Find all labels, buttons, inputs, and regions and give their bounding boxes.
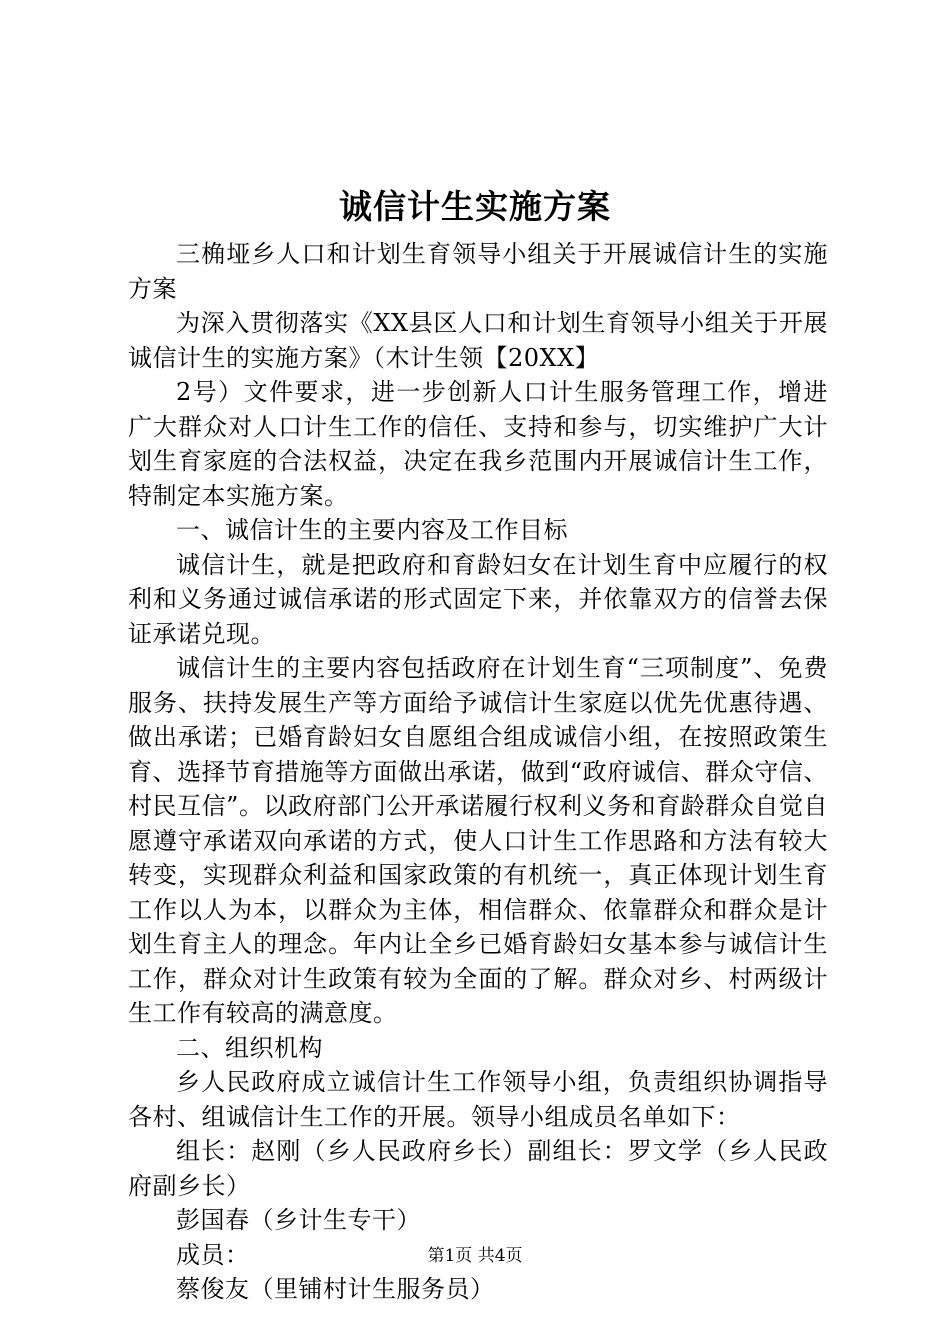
paragraph-leaders: 组长：赵刚（乡人民政府乡长）副组长：罗文学（乡人民政府副乡长）: [128, 1137, 828, 1200]
paragraph-definition: 诚信计生，就是把政府和育龄妇女在计划生育中应履行的权利和义务通过诚信承诺的形式固定下来，并依靠双方的信誉去保证承诺兑现。: [128, 550, 828, 648]
page-number-footer: 第1页 共4页: [427, 1246, 523, 1266]
section-heading-1: 一、诚信计生的主要内容及工作目标: [176, 516, 568, 544]
paragraph-organization: 乡人民政府成立诚信计生工作领导小组，负责组织协调指导各村、组诚信计生工作的开展。领导小组成员名单如下：: [128, 1068, 828, 1131]
document-title: 诚信计生实施方案: [339, 187, 611, 226]
paragraph-heading-line: 三桷垭乡人口和计划生育领导小组关于开展诚信计生的实施方案: [128, 240, 828, 303]
section-heading-2: 二、组织机构: [176, 1033, 323, 1062]
paragraph-member-2: 蔡俊友（里铺村计生服务员）: [176, 1275, 495, 1303]
paragraph-main-content: 诚信计生的主要内容包括政府在计划生育“三项制度”、免费服务、扶持发展生产等方面给予诚信计生家庭以优先优惠待遇、做出承诺；已婚育龄妇女自愿组合组成诚信小组，在按照政策生育、选择节育措施等方面做出承诺，做到“政府诚信、群众守信、村民互信”。以政府部门公开承诺履行权利义务和育龄群众自觉自愿遵守承诺双向承诺的方式，使人口计生工作思路和方法有较大转变，实现群众利益和国家政策的有机统一，真正体现计划生育工作以人为本，以群众为主体，相信群众、依靠群众和群众是计划生育主人的理念。年内让全乡已婚育龄妇女基本参与诚信计生工作，群众对计生政策有较为全面的了解。群众对乡、村两级计生工作有较高的满意度。: [128, 654, 828, 1027]
paragraph-intro: 为深入贯彻落实《XX县区人口和计划生育领导小组关于开展诚信计生的实施方案》（木计生领【20XX】: [128, 309, 828, 372]
document-body: [128, 237, 828, 1307]
paragraph-members-label: 成员：: [176, 1240, 250, 1269]
paragraph-intro-continued: 2号）文件要求，进一步创新人口计生服务管理工作，增进广大群众对人口计生工作的信任、支持和参与，切实维护广大计划生育家庭的合法权益，决定在我乡范围内开展诚信计生工作，特制定本实施方案。: [128, 378, 828, 510]
paragraph-member-1: 彭国春（乡计生专干）: [176, 1206, 421, 1234]
